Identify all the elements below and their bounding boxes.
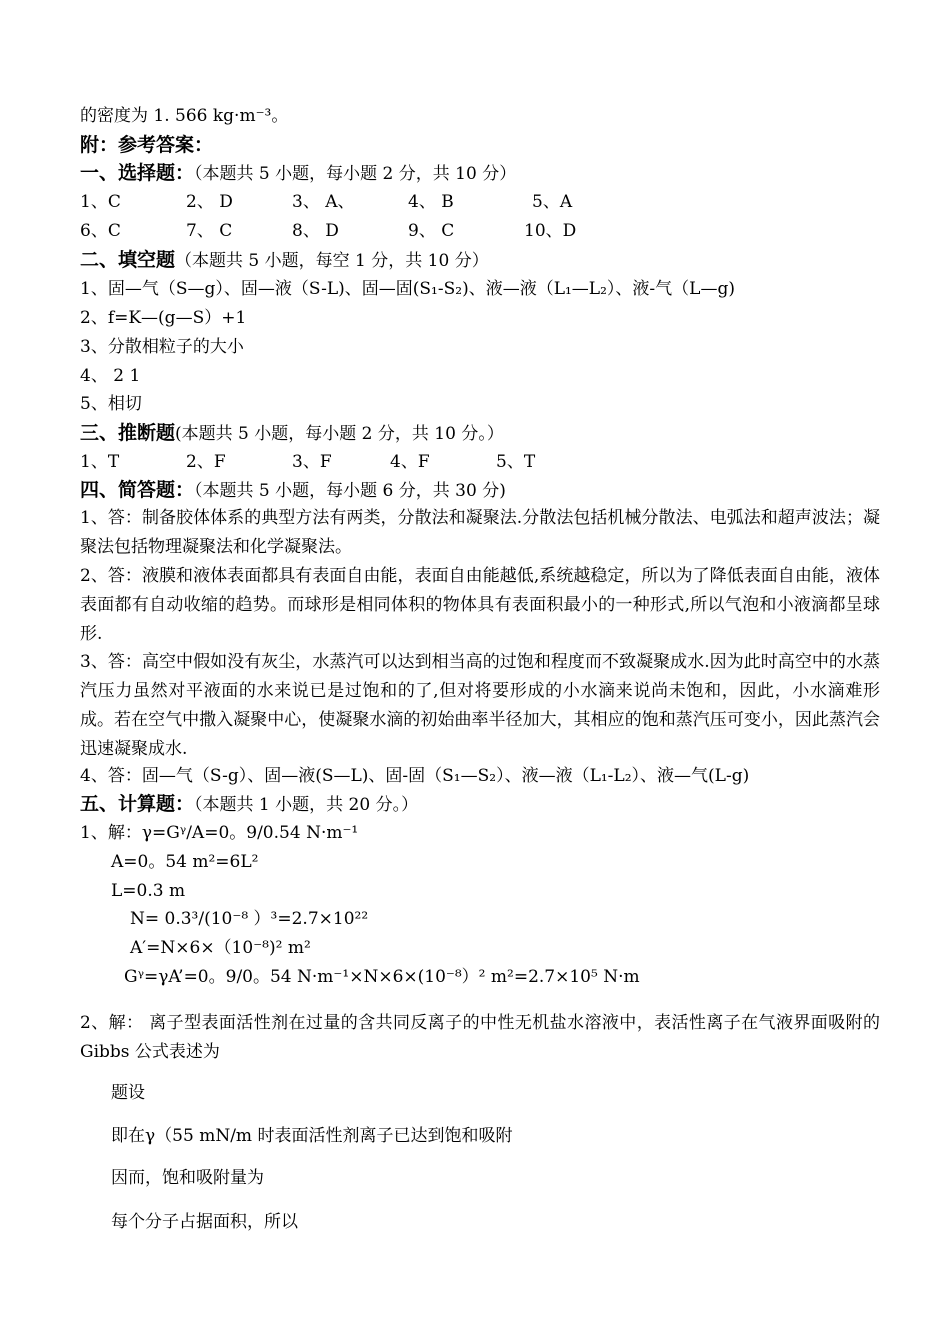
choice-row-2 (80, 220, 576, 242)
text-line: 题设 (111, 1083, 145, 1103)
answer-item: 5、A (532, 192, 573, 212)
answer-item: 2、F (186, 452, 226, 472)
answer-paragraph: 1、答：制备胶体体系的典型方法有两类，分散法和凝聚法.分散法包括机械分散法、电弧法和超声波法；凝聚法包括物理凝聚法和化学凝聚法。 (80, 508, 880, 557)
answer-line: 5、相切 (80, 394, 142, 414)
answer-paragraph: 2、解： 离子型表面活性剂在过量的含共同反离子的中性无机盐水溶液中，表活性离子在气液界面吸附的 Gibbs 公式表述为 (80, 1013, 880, 1062)
section-title: 二、填空题 (80, 249, 176, 271)
answer-line: 2、f=K—(g—S）+1 (80, 308, 247, 328)
answer-item: 1、T (80, 452, 120, 472)
answer-item: 4、F (390, 452, 430, 472)
formula-line: A′=N×6×（10⁻⁸)² m² (130, 938, 311, 958)
section-title: 三、推断题 (80, 422, 176, 444)
answer-item: 7、 C (186, 221, 233, 241)
section-note: （本题共 5 小题，每小题 6 分，共 30 分) (194, 481, 506, 501)
text-line: 因而，饱和吸附量为 (111, 1168, 264, 1188)
formula-line: L=0.3 m (111, 881, 186, 901)
text-line: 每个分子占据面积，所以 (111, 1212, 298, 1232)
section-note: （本题共 5 小题，每空 1 分，共 10 分） (175, 251, 489, 271)
judge-row (80, 451, 535, 473)
section-note: （本题共 5 小题，每小题 2 分，共 10 分） (194, 164, 517, 184)
formula-line: Gᵞ=γA’=0。9/0。54 N·m⁻¹×N×6×(10⁻⁸）² m²=2.7×10⁵ N·m (124, 967, 640, 987)
section-fill-header (80, 249, 489, 272)
formula-line: A=0。54 m²=6L² (111, 852, 259, 872)
answer-item: 8、 D (292, 221, 339, 241)
answer-item: 1、C (80, 192, 121, 212)
section-note: （本题共 1 小题，共 20 分。） (194, 795, 419, 815)
answer-line: 1、固—气（S—g）、固—液（S-L)、固—固(S₁-S₂)、液—液（L₁—L₂）、液-气（L—g) (80, 279, 735, 299)
answer-line: 4、 2 1 (80, 366, 141, 386)
section-calc-header (80, 793, 418, 816)
answer-item: 6、C (80, 221, 121, 241)
answer-line: 4、答：固—气（S-g）、固—液(S—L)、固-固（S₁—S₂）、液—液（L₁-L₂）、液—气(L-g) (80, 766, 750, 786)
section-short-header (80, 479, 506, 502)
answer-item: 5、T (496, 452, 536, 472)
answer-line: 3、分散相粒子的大小 (80, 337, 244, 357)
heading-answers: 附：参考答案： (80, 134, 214, 156)
formula-line: 1、解：γ=Gᵞ/A=0。9/0.54 N·m⁻¹ (80, 823, 359, 843)
answer-item: 10、D (524, 221, 577, 241)
section-judge-header (80, 422, 504, 445)
choice-row-1 (80, 191, 572, 213)
text-line: 的密度为 1. 566 kg·m⁻³。 (80, 106, 289, 126)
section-title: 四、简答题： (80, 479, 195, 501)
answer-item: 4、 B (408, 192, 454, 212)
answer-item: 3、 A、 (292, 192, 355, 212)
text-line: 即在γ（55 mN/m 时表面活性剂离子已达到饱和吸附 (111, 1126, 513, 1146)
answer-paragraph: 3、答：高空中假如没有灰尘，水蒸汽可以达到相当高的过饱和程度而不致凝聚成水.因为此时高空中的水蒸汽压力虽然对平液面的水来说已是过饱和的了,但对将要形成的小水滴来说尚未饱和，因此，小水滴难形成。若在空气中撒入凝聚中心，使凝聚水滴的初始曲率半径加大，其相应的饱和蒸汽压可变小，因此蒸汽会迅速凝聚成水. (80, 652, 880, 759)
section-title: 一、选择题： (80, 162, 195, 184)
section-choice-header (80, 162, 516, 185)
section-note: (本题共 5 小题，每小题 2 分，共 10 分。） (175, 424, 504, 444)
formula-line: N= 0.3³/(10⁻⁸ ）³=2.7×10²² (130, 909, 369, 929)
answer-item: 2、 D (186, 192, 233, 212)
answer-item: 9、 C (408, 221, 455, 241)
section-title: 五、计算题： (80, 793, 195, 815)
answer-paragraph: 2、答：液膜和液体表面都具有表面自由能，表面自由能越低,系统越稳定，所以为了降低表面自由能，液体表面都有自动收缩的趋势。而球形是相同体积的物体具有表面积最小的一种形式,所以气泡和小液滴都呈球形. (80, 566, 880, 644)
answer-item: 3、F (292, 452, 332, 472)
